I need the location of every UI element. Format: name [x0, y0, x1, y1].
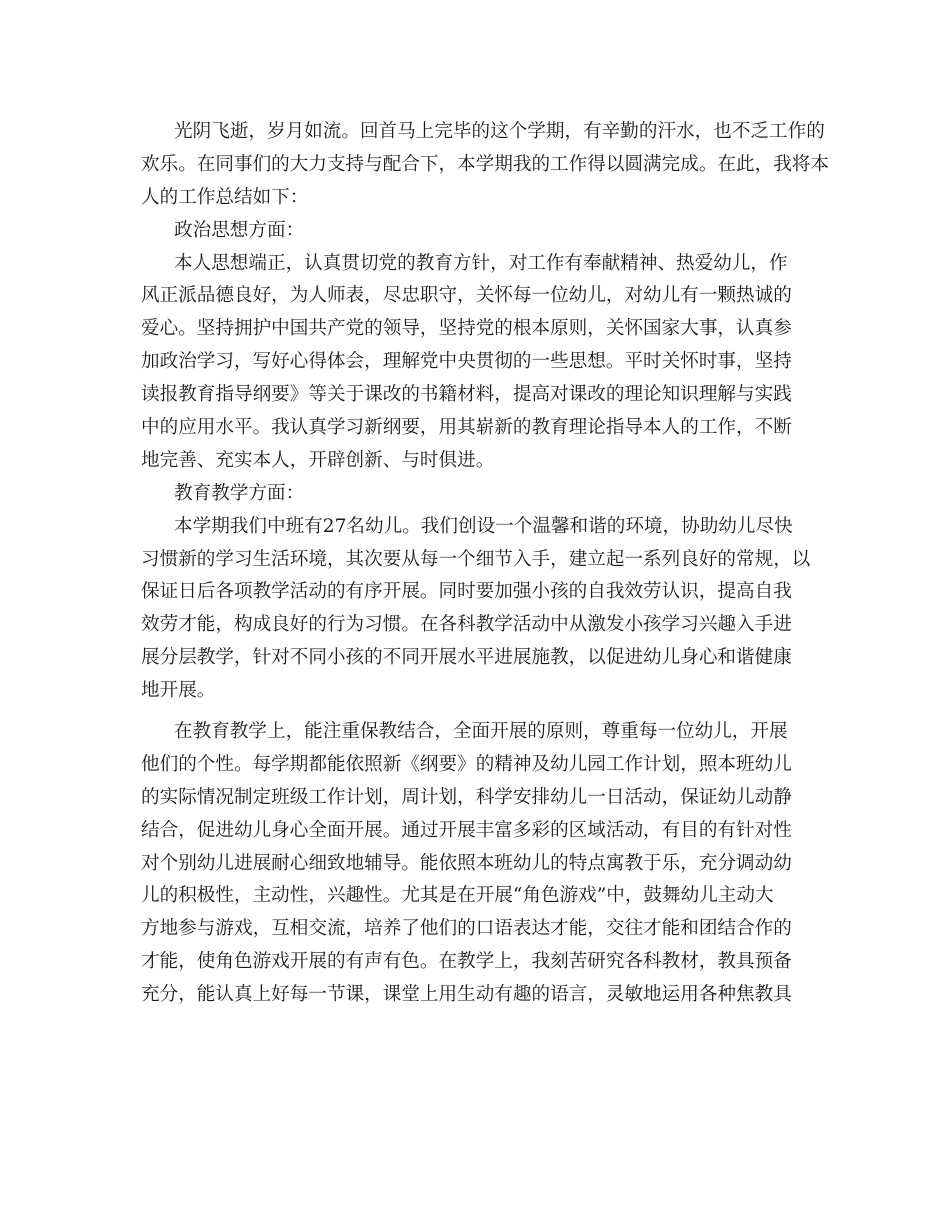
text-line: 本人思想端正，认真贯切党的教育方针，对工作有奉献精神、热爱幼儿，作 [174, 252, 788, 274]
text-line: 风正派品德良好，为人师表，尽忠职守，关怀每一位幼儿，对幼儿有一颗热诚的 [141, 285, 792, 307]
text-line: 中的应用水平。我认真学习新纲要，用其崭新的教育理论指导本人的工作，不断 [141, 417, 792, 439]
text-line: 效劳才能，构成良好的行为习惯。在各科教学活动中从激发小孩学习兴趣入手进 [141, 614, 792, 636]
text-line: 本学期我们中班有27名幼儿。我们创设一个温馨和谐的环境，协助幼儿尽快 [174, 515, 793, 537]
text-line: 习惯新的学习生活环境，其次要从每一个细节入手，建立起一系列良好的常规，以 [141, 548, 811, 570]
section-heading-teaching: 教育教学方面： [174, 482, 305, 504]
document-body [141, 116, 829, 1012]
text-line: 地完善、充实本人，开辟创新、与时俱进。 [141, 449, 495, 471]
text-line: 人的工作总结如下： [141, 186, 309, 208]
section-heading-politics: 政治思想方面： [174, 219, 305, 241]
text-line: 展分层教学，针对不同小孩的不同开展水平进展施教，以促进幼儿身心和谐健康 [141, 647, 792, 669]
text-line: 地开展。 [141, 680, 216, 702]
text-line: 充分，能认真上好每一节课，课堂上用生动有趣的语言，灵敏地运用各种焦教具 [141, 984, 792, 1006]
text-line: 爱心。坚持拥护中国共产党的领导，坚持党的根本原则，关怀国家大事，认真参 [141, 318, 792, 340]
text-line: 他们的个性。每学期都能依照新《纲要》的精神及幼儿园工作计划，照本班幼儿 [141, 753, 792, 775]
text-line: 的实际情况制定班级工作计划，周计划，科学安排幼儿一日活动，保证幼儿动静 [141, 786, 792, 808]
text-line: 光阴飞逝，岁月如流。回首马上完毕的这个学期，有辛勤的汗水，也不乏工作的 [174, 121, 825, 142]
text-line: 对个别幼儿进展耐心细致地辅导。能依照本班幼儿的特点寓教于乐，充分调动幼 [141, 852, 792, 874]
text-line: 方地参与游戏，互相交流，培养了他们的口语表达才能，交往才能和团结合作的 [141, 918, 792, 940]
text-line: 才能，使角色游戏开展的有声有色。在教学上，我刻苦研究各科教材，教具预备 [141, 951, 792, 973]
text-line: 保证日后各项教学活动的有序开展。同时要加强小孩的自我效劳认识，提高自我 [141, 581, 792, 603]
paragraph-gap [141, 708, 811, 716]
text-line: 读报教育指导纲要》等关于课改的书籍材料，提高对课改的理论知识理解与实践 [141, 384, 792, 406]
text-line: 在教育教学上，能注重保教结合，全面开展的原则，尊重每一位幼儿，开展 [174, 721, 788, 743]
text-line: 结合，促进幼儿身心全面开展。通过开展丰富多彩的区域活动，有目的有针对性 [141, 819, 792, 841]
text-line: 儿的积极性，主动性，兴趣性。尤其是在开展“角色游戏”中，鼓舞幼儿主动大 [141, 885, 774, 907]
text-line: 欢乐。在同事们的大力支持与配合下，本学期我的工作得以圆满完成。在此，我将本 [141, 153, 829, 175]
text-line: 加政治学习，写好心得体会，理解党中央贯彻的一些思想。平时关怀时事，坚持 [141, 351, 792, 373]
